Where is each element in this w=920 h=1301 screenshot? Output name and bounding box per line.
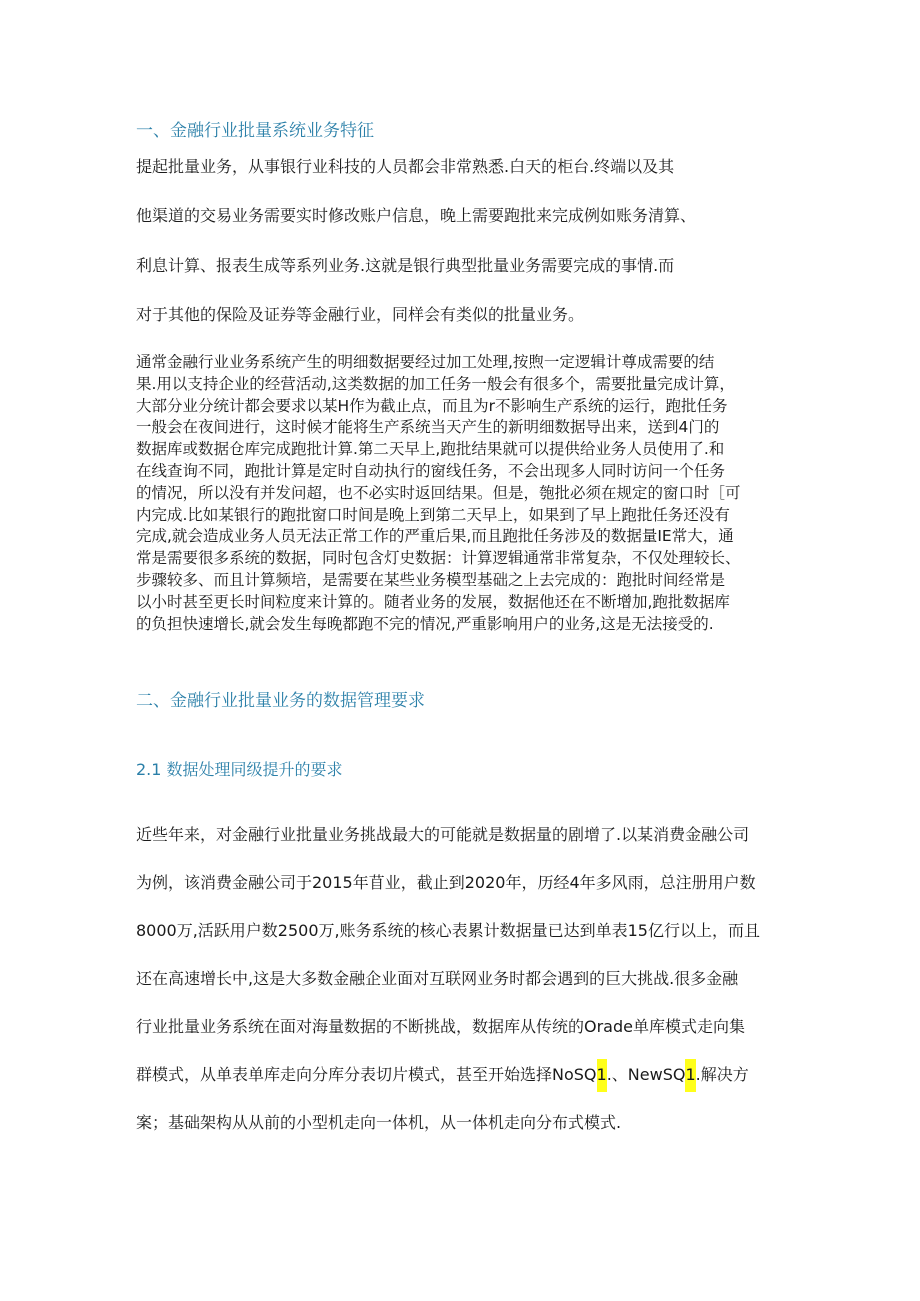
para3-line: 近些年来，对金融行业批量业务挑战最大的可能就是数据量的剧增了.以某消费金融公司 [136, 825, 750, 844]
paragraph-2 [136, 352, 796, 635]
para2-line: 数据库或数据仓库完成跑批计算.第二天早上,跑批结果就可以提供给业务人员使用了.和 [136, 440, 725, 459]
para3-line-highlighted [136, 1062, 796, 1085]
para3-line: 行业批量业务系统在面对海量数据的不断挑战，数据库从传统的Orade单库模式走向集 [136, 1017, 745, 1036]
para3-line: 为例，该消费金融公司于2015年苜业，截止到2020年，历经4年多风雨，总注册用户数 [136, 873, 756, 892]
para2-line: 的负担快速增长,就会发生每晚都跑不完的情况,严重影响用户的业务,这是无法接受的. [136, 614, 714, 633]
para1-line: 提起批量业务，从事银行业科技的人员都会非常熟悉.白天的柜台.终端以及其 [136, 157, 675, 176]
para1-line: 他渠道的交易业务需要实时修改账户信息，晚上需要跑批来完成例如账务清算、 [136, 206, 697, 225]
para3-line: 还在高速增长中,这是大多数金融企业面对互联网业务时都会遇到的巨大挑战.很多金融 [136, 969, 739, 988]
para1-line: 利息计算、报表生成等系列业务.这就是银行典型批量业务需要完成的事情.而 [136, 256, 675, 275]
highlight-mark: 1 [597, 1059, 607, 1092]
subsection-heading-2-1: 2.1 数据处理同级提升的要求 [136, 760, 343, 779]
para2-line: 大部分业分统计都会要求以某H作为截止点，而且为r不影响生产系统的运行，跑批任务 [136, 396, 728, 415]
para3-line6-after: .解决方 [695, 1065, 749, 1084]
para2-line: 步骤较多、而且计算频培，是需要在某些业务模型基础之上去完成的：跑批时间经常是 [136, 570, 726, 589]
para2-line: 通常金融行业业务系统产生的明细数据要经过加工处理,按煦一定逻辑计尊成需要的结 [136, 353, 715, 371]
para2-line: 的情况，所以没有并发问超，也不必实时返回结果。但是，匏批必须在规定的窗口时［可 [136, 483, 741, 502]
para2-line: 内完成.比如某银行的跑批窗口时间是晚上到第二天早上，如果到了早上跑批任务还没有 [136, 505, 730, 524]
para2-line: 完成,就会造成业务人员无法正常工作的严重后果,而且跑批任务涉及的数据量IE常大，通 [136, 527, 734, 546]
para2-line: 在线查询不同，跑批计算是定时自动执行的窗线任务，不会出现多人同时访问一个任务 [136, 461, 726, 480]
section-heading-2: 二、金融行业批量业务的数据管理要求 [136, 691, 425, 711]
para3-line: 8000万,活跃用户数2500万,账务系统的核心表累计数据量已达到单表15亿行以上，而且 [136, 921, 760, 940]
para2-line: 以小时甚至更长时间粒度来计算的。随者业务的发展，数据他还在不断增加,跑批数据库 [136, 592, 730, 611]
para1-line: 对于其他的保险及证券等金融行业，同样会有类似的批量业务。 [136, 305, 585, 324]
section-heading-1: 一、金融行业批量系统业务特征 [136, 121, 374, 141]
para2-line: 常是需要很多系统的数据，同时包含灯史数据：计算逻辑通常非常复杂，不仅处理较长、 [136, 549, 741, 568]
para3-line6-mid: .、NewSQ [606, 1065, 686, 1084]
para2-line: 果.用以支持企业的经营活动,这类数据的加工任务一般会有很多个，需要批量完成计算， [136, 374, 735, 393]
para3-line6-before: 群模式，从单表单库走向分库分表切片模式，甚至开始选择NoSQ [136, 1065, 597, 1084]
highlight-mark: 1 [685, 1059, 695, 1092]
para3-line: 案；基础架构从从前的小型机走向一体机，从一体机走向分布式模式. [136, 1113, 622, 1132]
para2-line: 一般会在夜间进行，这时候才能将生产系统当天产生的新明细数据导出来，送到4门的 [136, 418, 720, 437]
